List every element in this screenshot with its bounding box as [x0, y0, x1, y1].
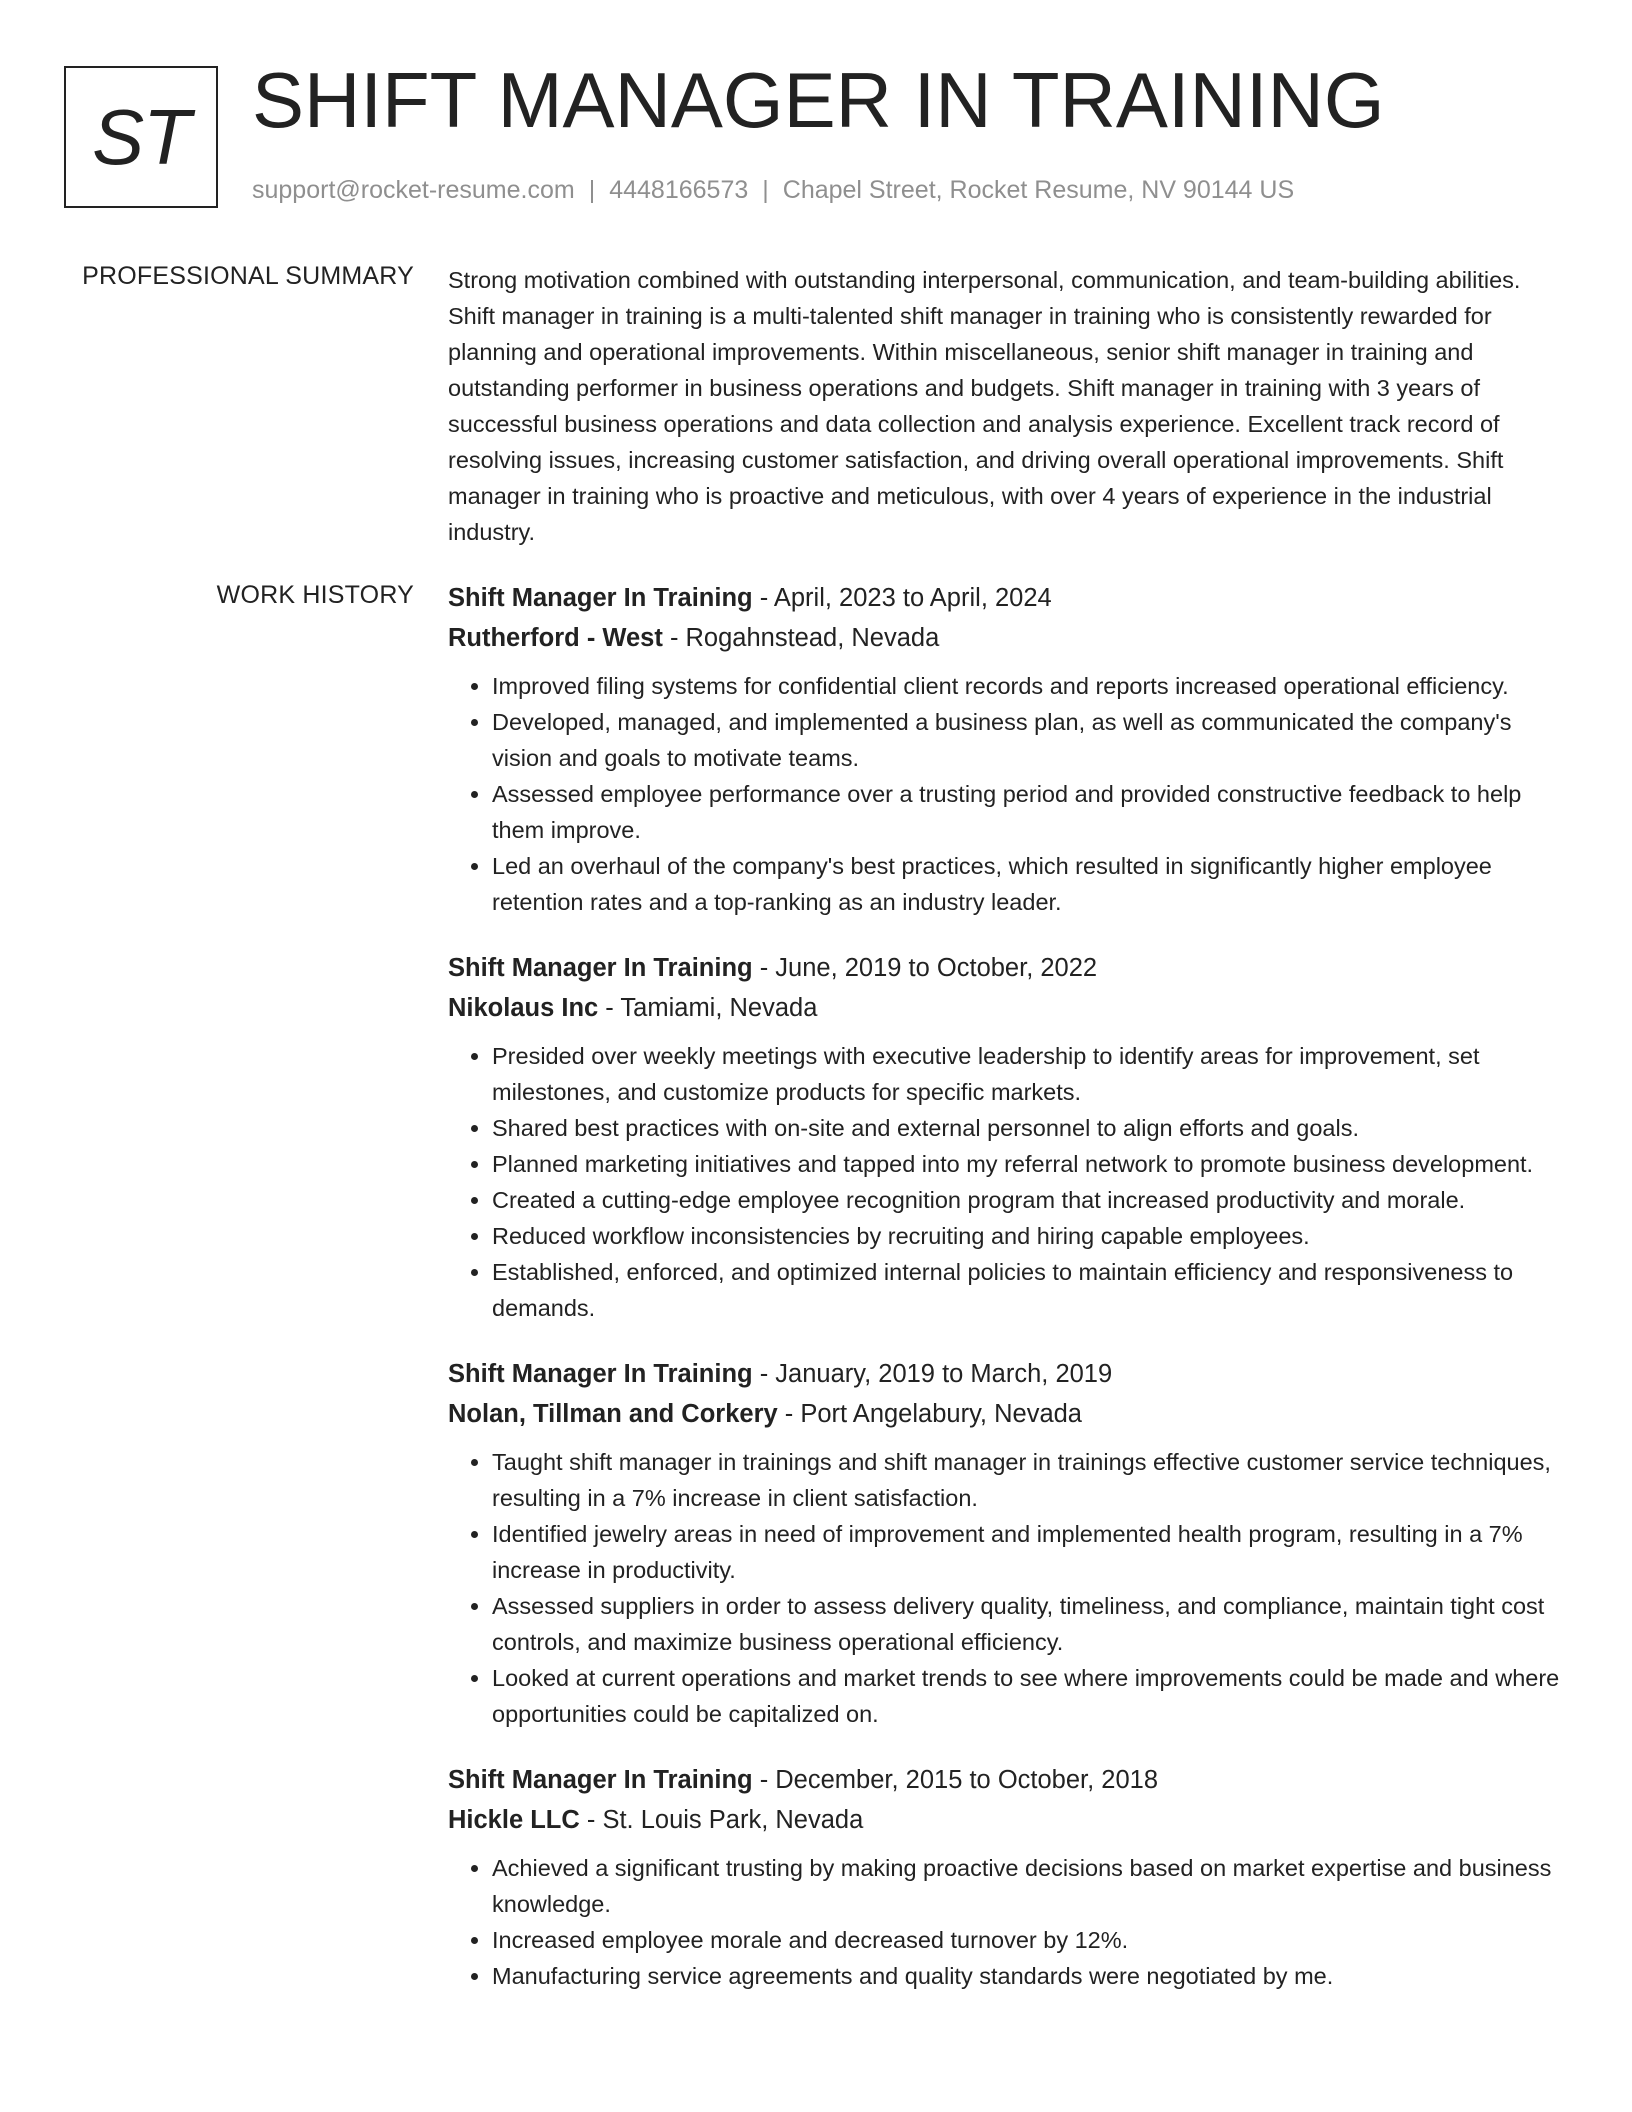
monogram-initials: ST [92, 92, 190, 181]
job-bullet: • Improved filing systems for confidential client records and reports increased operational efficiency. [492, 668, 1568, 704]
job-dates: - December, 2015 to October, 2018 [752, 1766, 1159, 1794]
job-dates: - January, 2019 to March, 2019 [752, 1360, 1113, 1388]
job-bullet: • Established, enforced, and optimized internal policies to maintain efficiency and responsiveness to demands. [492, 1254, 1568, 1326]
job-company-line [448, 618, 1568, 658]
job-bullet: • Increased employee morale and decreased turnover by 12%. [492, 1922, 1568, 1958]
job-bullets [448, 1038, 1568, 1326]
job-bullet: • Presided over weekly meetings with executive leadership to identify areas for improvement, set milestones, and customize products for specific markets. [492, 1038, 1568, 1110]
job-company-line [448, 1800, 1568, 1840]
job-title-line [448, 1760, 1568, 1800]
job-title-line [448, 578, 1568, 618]
job-bullet: • Assessed suppliers in order to assess delivery quality, timeliness, and compliance, maintain tight cost controls, and maximize business operational efficiency. [492, 1588, 1568, 1660]
job-bullet: • Planned marketing initiatives and tapped into my referral network to promote business development. [492, 1146, 1568, 1182]
job-title: Shift Manager In Training [448, 1766, 753, 1794]
job-location: - Tamiami, Nevada [598, 994, 818, 1022]
summary-text: Strong motivation combined with outstanding interpersonal, communication, and team-building abilities. Shift manager in training is a multi-talented shift manager in training who is consistently rewarded for planning and operational improvements. Within miscellaneous, senior shift manager in training and outstanding performer in business operations and budgets. Shift manager in training with 3 years of successful business operations and data collection and analysis experience. Excellent track record of resolving issues, increasing customer satisfaction, and driving overall operational improvements. Shift manager in training who is proactive and meticulous, with over 4 years of experience in the industrial industry. [448, 267, 1521, 545]
job-dates: - June, 2019 to October, 2022 [752, 954, 1098, 982]
job-entry [448, 1354, 1568, 1732]
resume-name: SHIFT MANAGER IN TRAINING [252, 56, 1385, 144]
job-company: Nikolaus Inc [448, 994, 599, 1022]
job-entry [448, 578, 1568, 920]
job-company-line [448, 1394, 1568, 1434]
job-bullet: • Looked at current operations and market trends to see where improvements could be made and where opportunities could be capitalized on. [492, 1660, 1568, 1732]
job-bullet: • Created a cutting-edge employee recognition program that increased productivity and morale. [492, 1182, 1568, 1218]
contact-separator: | [588, 176, 596, 204]
job-title: Shift Manager In Training [448, 1360, 753, 1388]
job-bullet: • Achieved a significant trusting by making proactive decisions based on market expertise and business knowledge. [492, 1850, 1568, 1922]
job-company-line [448, 988, 1568, 1028]
job-bullet: • Taught shift manager in trainings and shift manager in trainings effective customer service techniques, resulting in a 7% increase in client satisfaction. [492, 1444, 1568, 1516]
job-title: Shift Manager In Training [448, 954, 753, 982]
job-bullet: • Reduced workflow inconsistencies by recruiting and hiring capable employees. [492, 1218, 1568, 1254]
job-location: - St. Louis Park, Nevada [579, 1806, 864, 1834]
contact-separator: | [762, 176, 769, 204]
job-company: Nolan, Tillman and Corkery [448, 1400, 778, 1428]
contact-address: Chapel Street, Rocket Resume, NV 90144 US [782, 176, 1295, 204]
job-title: Shift Manager In Training [448, 584, 753, 612]
job-title-line [448, 948, 1568, 988]
contact-email: support@rocket-resume.com [252, 176, 575, 204]
contact-line [252, 176, 1294, 205]
work-history-body [448, 578, 1568, 2022]
job-bullets [448, 668, 1568, 920]
work-history-label: WORK HISTORY [216, 581, 414, 609]
job-bullet: • Identified jewelry areas in need of improvement and implemented health program, resulting in a 7% increase in productivity. [492, 1516, 1568, 1588]
job-bullet: • Led an overhaul of the company's best practices, which resulted in significantly higher employee retention rates and a top-ranking as an industry leader. [492, 848, 1568, 920]
job-bullets [448, 1444, 1568, 1732]
job-bullets [448, 1850, 1568, 1994]
job-bullet: • Manufacturing service agreements and quality standards were negotiated by me. [492, 1958, 1568, 1994]
job-location: - Rogahnstead, Nevada [662, 624, 940, 652]
summary-body [448, 262, 1568, 550]
job-entry [448, 1760, 1568, 1994]
monogram-box [64, 66, 218, 208]
job-dates: - April, 2023 to April, 2024 [752, 584, 1052, 612]
job-location: - Port Angelabury, Nevada [777, 1400, 1082, 1428]
contact-phone: 4448166573 [609, 176, 749, 204]
job-bullet: • Shared best practices with on-site and external personnel to align efforts and goals. [492, 1110, 1568, 1146]
job-company: Rutherford - West [448, 624, 663, 652]
job-bullet: • Assessed employee performance over a trusting period and provided constructive feedback to help them improve. [492, 776, 1568, 848]
job-company: Hickle LLC [448, 1806, 580, 1834]
summary-label: PROFESSIONAL SUMMARY [82, 262, 414, 290]
job-title-line [448, 1354, 1568, 1394]
job-entry [448, 948, 1568, 1326]
job-bullet: • Developed, managed, and implemented a business plan, as well as communicated the company's vision and goals to motivate teams. [492, 704, 1568, 776]
